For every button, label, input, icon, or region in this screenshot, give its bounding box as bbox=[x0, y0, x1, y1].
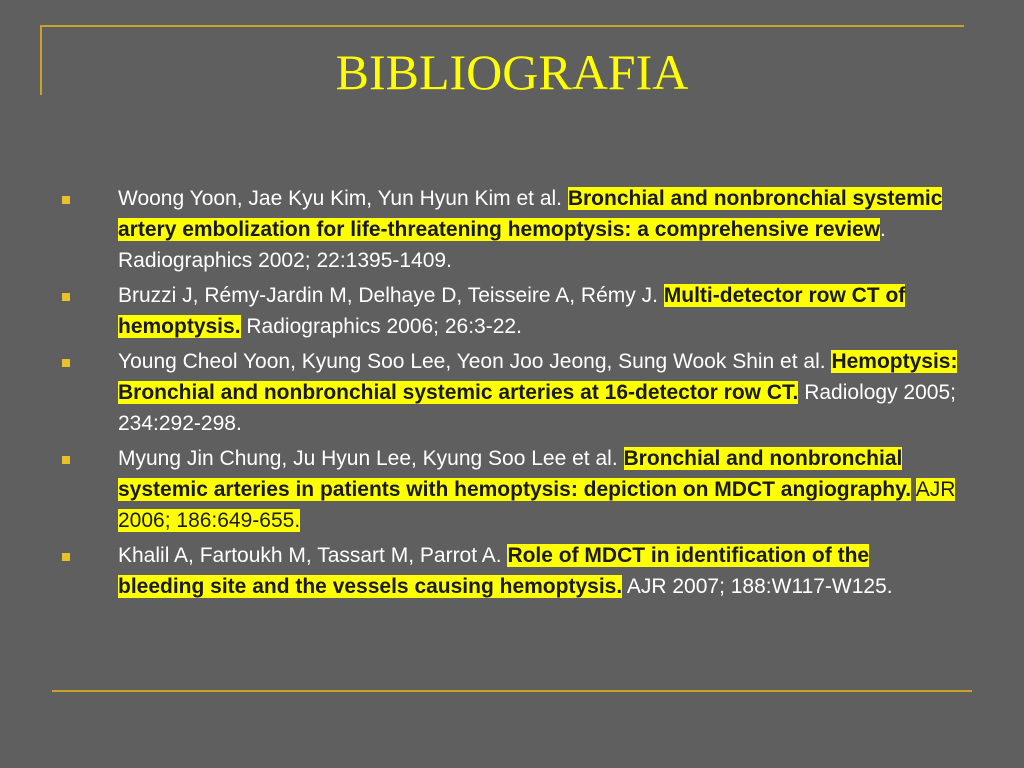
reference-authors: Young Cheol Yoon, Kyung Soo Lee, Yeon Joo Jeong, Sung Wook Shin et al. bbox=[118, 350, 826, 373]
reference-item bbox=[118, 540, 960, 602]
reference-item bbox=[118, 280, 960, 342]
reference-item bbox=[118, 183, 960, 276]
reference-source: Radiographics 2006; 26:3-22. bbox=[246, 315, 522, 338]
top-accent-line bbox=[40, 25, 964, 27]
slide-title: BIBLIOGRAFIA bbox=[335, 44, 689, 100]
reference-item bbox=[118, 346, 960, 439]
square-bullet-icon bbox=[62, 553, 70, 561]
reference-title: Bronchial and nonbronchial systemic arteries in patients with hemoptysis: depiction on MDCT angiography. bbox=[118, 447, 912, 501]
reference-source: AJR 2006; 186:649-655. bbox=[118, 478, 956, 532]
reference-item bbox=[118, 443, 960, 536]
reference-authors: Woong Yoon, Jae Kyu Kim, Yun Hyun Kim et al. bbox=[118, 187, 562, 210]
reference-source: . Radiographics 2002; 22:1395-1409. bbox=[118, 218, 886, 272]
reference-authors: Myung Jin Chung, Ju Hyun Lee, Kyung Soo Lee et al. bbox=[118, 447, 618, 470]
bottom-accent-line bbox=[52, 690, 972, 692]
reference-source: AJR 2007; 188:W117-W125. bbox=[626, 575, 893, 598]
square-bullet-icon bbox=[62, 456, 70, 464]
reference-list bbox=[118, 183, 960, 606]
reference-title: Bronchial and nonbronchial systemic artery embolization for life-threatening hemoptysis: a comprehensive review bbox=[118, 187, 943, 241]
reference-title: Multi-detector row CT of hemoptysis. bbox=[118, 284, 906, 338]
square-bullet-icon bbox=[62, 359, 70, 367]
reference-authors: Khalil A, Fartoukh M, Tassart M, Parrot A. bbox=[118, 544, 502, 567]
reference-title: Hemoptysis: Bronchial and nonbronchial systemic arteries at 16-detector row CT. bbox=[118, 350, 958, 404]
square-bullet-icon bbox=[62, 196, 70, 204]
reference-source: Radiology 2005; 234:292-298. bbox=[118, 381, 956, 435]
square-bullet-icon bbox=[62, 293, 70, 301]
reference-title: Role of MDCT in identification of the bleeding site and the vessels causing hemoptysis. bbox=[118, 544, 870, 598]
reference-authors: Bruzzi J, Rémy-Jardin M, Delhaye D, Teisseire A, Rémy J. bbox=[118, 284, 658, 307]
